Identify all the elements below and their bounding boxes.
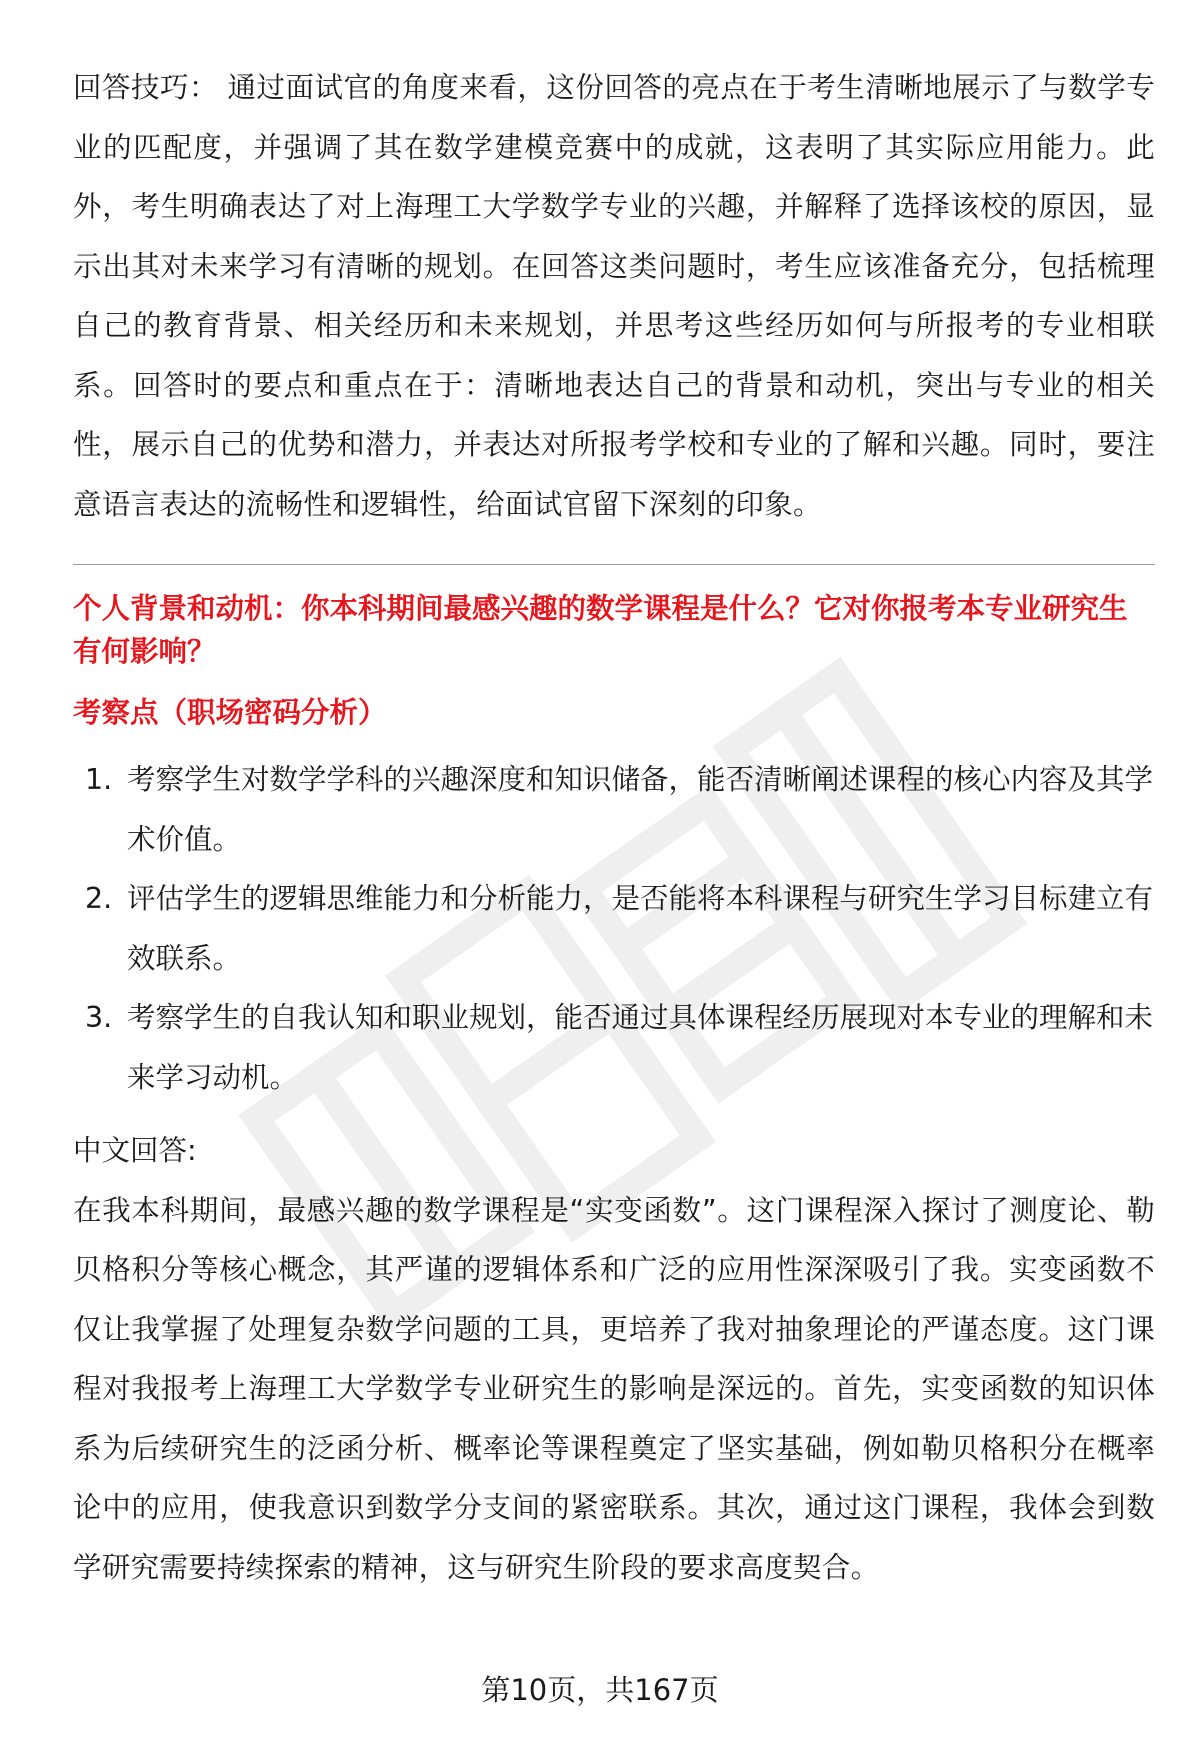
exam-point-number: 1. [85,763,113,796]
main-content [73,58,1155,1597]
exam-point-item [73,750,1155,869]
answer-paragraph: 在我本科期间，最感兴趣的数学课程是“实变函数”。这门课程深入探讨了测度论、勒贝格积分等核心概念，其严谨的逻辑体系和广泛的应用性深深吸引了我。实变函数不仅让我掌握了处理复杂数学问题的工具，更培养了我对抽象理论的严谨态度。这门课程对我报考上海理工大学数学专业研究生的影响是深远的。首先，实变函数的知识体系为后续研究生的泛函分析、概率论等课程奠定了坚实基础，例如勒贝格积分在概率论中的应用，使我意识到数学分支间的紧密联系。其次，通过这门课程，我体会到数学研究需要持续探索的精神，这与研究生阶段的要求高度契合。 [73,1193,1155,1584]
exam-point-item [73,988,1155,1107]
exam-points-list [73,750,1155,1107]
exam-point-number: 2. [85,882,113,915]
exam-point-item [73,869,1155,988]
answer-label: 中文回答: [73,1134,197,1167]
exam-point-text: 评估学生的逻辑思维能力和分析能力，是否能将本科课程与研究生学习目标建立有效联系。 [127,882,1154,975]
page-number-footer: 第10页，共167页 [481,1673,719,1707]
exam-point-text: 考察学生对数学学科的兴趣深度和知识储备，能否清晰阐述课程的核心内容及其学术价值。 [127,763,1154,856]
answer-tips-paragraph: 回答技巧： 通过面试官的角度来看，这份回答的亮点在于考生清晰地展示了与数学专业的匹配度，并强调了其在数学建模竞赛中的成就，这表明了其实际应用能力。此外，考生明确表达了对上海理工大学数学专业的兴趣，并解释了选择该校的原因，显示出其对未来学习有清晰的规划。在回答这类问题时，考生应该准备充分，包括梳理自己的教育背景、相关经历和未来规划，并思考这些经历如何与所报考的专业相联系。回答时的要点和重点在于：清晰地表达自己的背景和动机，突出与专业的相关性，展示自己的优势和潜力，并表达对所报考学校和专业的了解和兴趣。同时，要注意语言表达的流畅性和逻辑性，给面试官留下深刻的印象。 [73,71,1155,521]
exam-point-number: 3. [85,1001,113,1034]
section-divider [73,564,1155,565]
exam-points-heading: 考察点（职场密码分析） [73,696,387,729]
exam-point-text: 考察学生的自我认知和职业规划，能否通过具体课程经历展现对本专业的理解和未来学习动机。 [127,1001,1154,1094]
question-heading: 个人背景和动机：你本科期间最感兴趣的数学课程是什么？它对你报考本专业研究生有何影响？ [73,592,1128,668]
